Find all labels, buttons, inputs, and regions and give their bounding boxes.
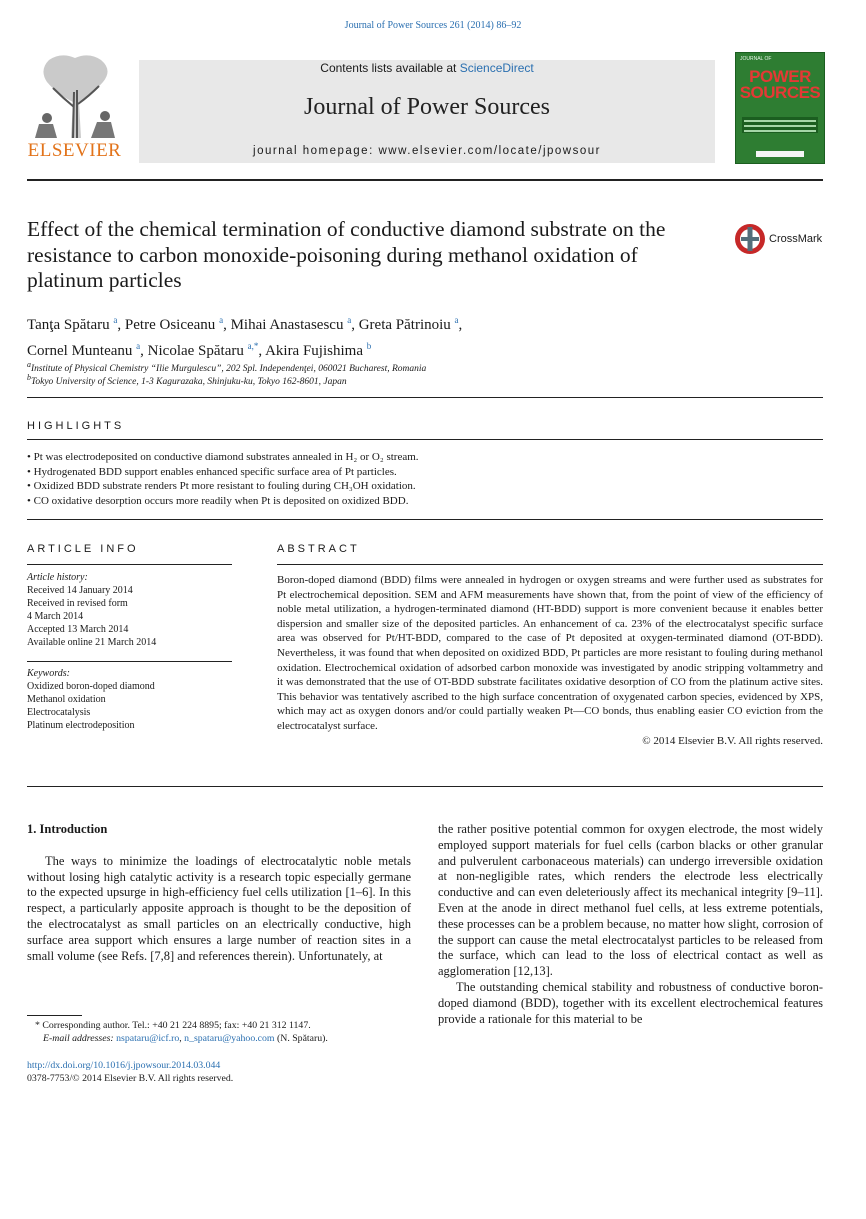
article-history [27, 571, 232, 649]
contents-prefix: Contents lists available at [320, 61, 460, 75]
history-label: Article history: [27, 572, 88, 583]
journal-reference[interactable]: Journal of Power Sources 261 (2014) 86–92 [344, 20, 522, 31]
footnote-rule [27, 1015, 82, 1016]
elsevier-tree-icon [27, 52, 122, 140]
crossmark-label: CrossMark [769, 233, 823, 245]
highlight-item: • Hydrogenated BDD support enables enhanced specific surface area of Pt particles. [27, 465, 397, 478]
abstract-heading: ABSTRACT [277, 543, 360, 555]
doi-link[interactable]: http://dx.doi.org/10.1016/j.jpowsour.2014.03.044 [27, 1060, 221, 1071]
history-item: Available online 21 March 2014 [27, 637, 157, 648]
body-paragraph: The ways to minimize the loadings of electrocatalytic noble metals without losing high catalytic activity is a research topic especially germane to the expected upsurge in high-efficiency fuel cells utilization [1–6]. In this respect, a particularly apposite approach is thought to be the deposition of the electrocatalyst as small particles on an electrically conductive, high surface area support which ensures a large number of reaction sites in a small volume (see Refs. [7,8] and references therein). Unfortunately, at [27, 853, 411, 963]
elsevier-wordmark: ELSEVIER [27, 140, 122, 161]
highlights-heading: HIGHLIGHTS [27, 420, 125, 432]
footnote [27, 1019, 411, 1045]
journal-title: Journal of Power Sources [304, 94, 550, 120]
keyword: Electrocatalysis [27, 707, 91, 718]
highlights-list [27, 450, 823, 508]
author[interactable]: Greta Pătrinoiu $^a$ [358, 315, 459, 333]
cover-title [736, 69, 824, 101]
issn-line: 0378-7753/© 2014 Elsevier B.V. All rights reserved. [27, 1073, 234, 1084]
email-link[interactable]: nspataru@icf.ro [116, 1033, 180, 1044]
divider [27, 786, 823, 787]
divider [27, 439, 823, 440]
article-info-heading: ARTICLE INFO [27, 543, 139, 555]
divider [277, 564, 823, 565]
highlight-item: • Pt was electrodeposited on conductive diamond substrates annealed in H₂ or O₂ stream. [27, 451, 419, 463]
abstract-copyright: © 2014 Elsevier B.V. All rights reserved. [642, 734, 823, 747]
keyword: Platinum electrodeposition [27, 720, 135, 731]
author-list: Tanţa Spătaru $^a$, Petre Osiceanu $^a$, Mihai Anastasescu $^a$, Greta Pătrinoiu $^a$, Cornel Munteanu $^a$, Nicolae Spătaru $^{a,*}$, Akira Fujishima $^b$ [27, 315, 463, 359]
contents-line [139, 61, 715, 75]
body-paragraph: the rather positive potential common for oxygen electrode, the most widely employed support materials for fuel cells (carbon blacks or other granular and pulverulent carbonaceous materials) can undergo irreversible oxidation at non-negligible rates, which renders the electrode less electrically conductive and can even deleteriously affect its mechanical integrity [9–11]. Even at the anode in direct methanol fuel cells, at less extreme potentials, these processes can be a problem because, no matter how slight, corrosion of the support can cause the metal electrocatalyst particles to be released from the surface, which can lead to the loss of electrical contact as well as agglomeration [12,13]. [438, 822, 823, 979]
abstract-body [277, 573, 823, 748]
author[interactable]: Akira Fujishima $^b$ [265, 341, 372, 359]
history-item: Received in revised form [27, 598, 128, 609]
divider [27, 661, 232, 662]
keywords-label: Keywords: [27, 668, 70, 679]
sciencedirect-link[interactable]: ScienceDirect [459, 61, 534, 75]
cover-subtitle-block [742, 117, 818, 133]
elsevier-logo [27, 52, 122, 162]
author[interactable]: Cornel Munteanu $^a$ [27, 341, 141, 359]
body-column-right [438, 822, 823, 1027]
affiliation: $^a$Institute of Physical Chemistry “Ilie Murgulescu”, 202 Spl. Independenţei, 060021 Bucharest, Romania [27, 360, 427, 375]
author[interactable]: Petre Osiceanu $^a$ [124, 315, 224, 333]
divider [27, 397, 823, 398]
email-link[interactable]: n_spataru@yahoo.com [184, 1033, 275, 1044]
journal-homepage [139, 145, 715, 157]
abstract-text: Boron-doped diamond (BDD) films were annealed in hydrogen or oxygen streams and were further used as substrates for Pt electrochemical deposition. SEM and AFM measurements have shown that, from the point of view of the efficiency of noble metal utilization, a hydrogen-terminated diamond (HT-BDD) support is more convenient because it enables better dispersion and smaller size of the deposited particles. An enhancement of ca. 23% of the electrocatalyst specific surface area was observed for Pt/HT-BDD, compared to the case of Pt deposited at oxygen-terminated diamond (OT-BDD). Nevertheless, it was found that when deposited on oxidized BDD, Pt particles are more resistant to fouling during methanol oxidation. Electrochemical oxidation of adsorbed carbon monoxide was investigated by anodic stripping voltammetry and it was demonstrated that the use of OT-BDD substrate facilitates oxidative desorption of CO from the platinum active sites. This behavior was tentatively ascribed to the high surface concentration of oxygenated carbon species, evidenced by XPS, which may act as oxygen donors and/or could partially weaken Pt—CO bonds, thus enabling easier CO eviction from the electrocatalyst surface. [277, 574, 823, 732]
cover-title-line1: POWER [749, 67, 811, 86]
masthead-rule [27, 179, 823, 181]
divider [27, 519, 823, 520]
email-line: E-mail addresses: nspataru@icf.ro, n_spataru@yahoo.com (N. Spătaru). [43, 1033, 328, 1044]
history-item: Accepted 13 March 2014 [27, 624, 129, 635]
author[interactable]: Nicolae Spătaru $^{a,*}$ [147, 341, 259, 359]
cover-title-line2: SOURCES [739, 83, 821, 102]
body-column-left [27, 822, 411, 964]
author[interactable]: Tanţa Spătaru $^a$ [27, 315, 118, 333]
keywords [27, 667, 232, 732]
crossmark-badge[interactable] [733, 222, 825, 256]
highlight-item: • CO oxidative desorption occurs more readily when Pt is deposited on oxidized BDD. [27, 494, 409, 507]
crossmark-icon [733, 222, 767, 256]
history-item: Received 14 January 2014 [27, 585, 133, 596]
divider [27, 564, 232, 565]
homepage-prefix: journal homepage: [253, 145, 379, 157]
author[interactable]: Mihai Anastasescu $^a$ [230, 315, 352, 333]
email-label: E-mail addresses: [43, 1033, 117, 1044]
body-paragraph: The outstanding chemical stability and robustness of conductive boron-doped diamond (BDD), together with its excellent electrochemical features provide a rationale for this material to be [438, 979, 823, 1026]
doi-block [27, 1059, 411, 1085]
affiliation: $^b$Tokyo University of Science, 1-3 Kagurazaka, Shinjuku-ku, Tokyo 162-8601, Japan [27, 373, 347, 388]
corresponding-author: * Corresponding author. Tel.: +40 21 224 8895; fax: +40 21 312 1147. [35, 1020, 311, 1031]
keyword: Oxidized boron-doped diamond [27, 681, 155, 692]
highlight-item: • Oxidized BDD substrate renders Pt more resistant to fouling during CH₃OH oxidation. [27, 480, 416, 492]
keyword: Methanol oxidation [27, 694, 106, 705]
homepage-link[interactable]: www.elsevier.com/locate/jpowsour [378, 145, 601, 157]
article-title: Effect of the chemical termination of conductive diamond substrate on the resistance to carbon monoxide-poisoning during methanol oxidation of platinum particles [27, 217, 666, 292]
history-item: 4 March 2014 [27, 611, 84, 622]
cover-top-label: JOURNAL OF [740, 56, 772, 62]
section-heading: 1. Introduction [27, 822, 108, 836]
journal-cover[interactable] [735, 52, 825, 164]
cover-footer-bar [756, 151, 804, 157]
